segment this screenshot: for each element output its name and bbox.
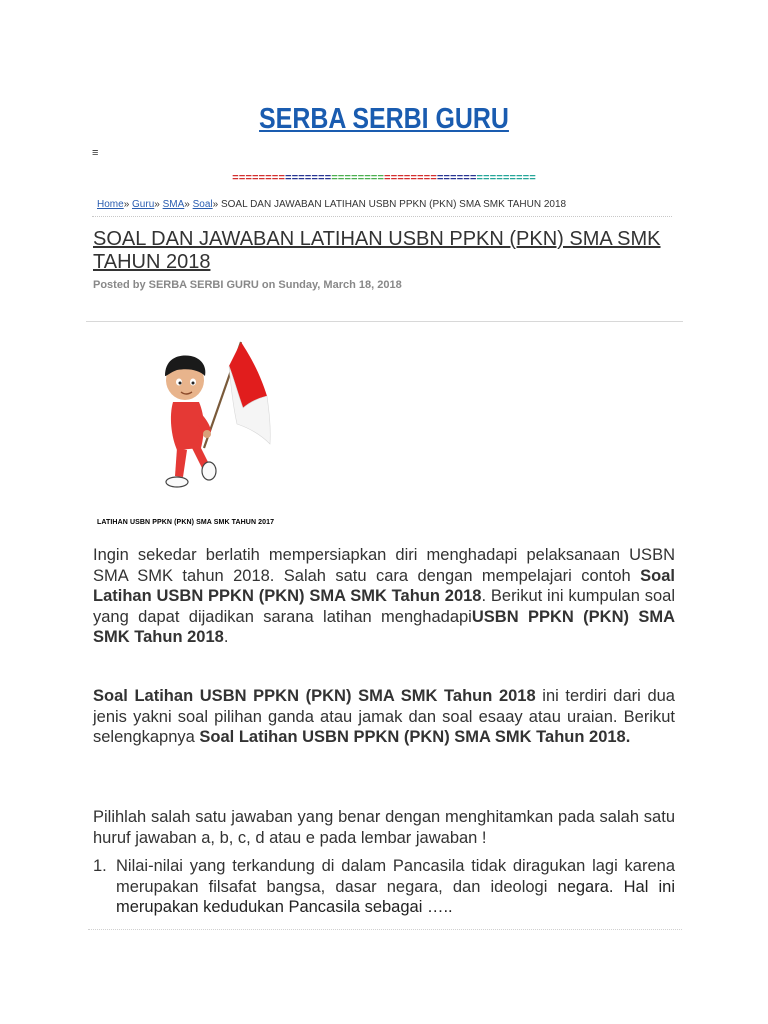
text-run: Nilai-nilai yang terkandung di dalam Pancasila tidak diragukan lagi karena merupakan filsafat bangsa, dasar negara, dan ideologi (116, 857, 675, 896)
footer-divider (88, 929, 682, 930)
divider-segment: ========= (476, 173, 536, 185)
post-title-link[interactable]: SOAL DAN JAWABAN LATIHAN USBN PPKN (PKN) SMA SMK TAHUN 2018 (93, 228, 661, 273)
instruction-paragraph: Pilihlah salah satu jawaban yang benar dengan menghitamkan pada salah satu huruf jawaban a, b, c, d atau e pada lembar jawaban ! (93, 808, 675, 847)
divider-segment: ======== (331, 173, 384, 185)
post-title[interactable] (93, 228, 683, 274)
description-paragraph (93, 686, 675, 748)
breadcrumb-separator: » (184, 199, 190, 210)
menu-icon[interactable]: ≡ (92, 147, 99, 159)
text-run: . (223, 628, 229, 646)
question-1 (93, 856, 675, 918)
bold-run: Soal Latihan USBN PPKN (PKN) SMA SMK Tahun 2018 (93, 566, 675, 605)
question-text (116, 856, 675, 918)
breadcrumb-guru[interactable]: Guru (132, 199, 155, 210)
hand (203, 430, 211, 438)
breadcrumb-divider (92, 216, 672, 217)
breadcrumb-current: SOAL DAN JAWABAN LATIHAN USBN PPKN (PKN) SMA SMK TAHUN 2018 (220, 199, 567, 210)
breadcrumb-separator: » (154, 199, 160, 210)
breadcrumb-separator: » (123, 199, 130, 210)
bold-run: Soal Latihan USBN PPKN (PKN) SMA SMK Tahun 2018 (93, 687, 536, 705)
header-divider (86, 321, 683, 322)
bold-run: Soal Latihan USBN PPKN (PKN) SMA SMK Tahun 2018. (199, 728, 631, 746)
text-run: ini terdiri dari dua jenis yakni soal pilihan ganda atau jamak dan soal esaay atau uraian. Berikut selengkapnya (93, 687, 675, 746)
breadcrumb-soal[interactable]: Soal (192, 199, 213, 210)
boy-with-flag-icon (155, 336, 280, 494)
left-leg (175, 448, 187, 477)
site-title[interactable]: SERBA SERBI GURU (259, 103, 509, 135)
right-shoe (202, 462, 216, 480)
breadcrumb-sma[interactable]: SMA (162, 199, 185, 210)
text-run: negara. Hal ini merupakan kedudukan Pancasila sebagai ….. (116, 877, 676, 916)
breadcrumb-home[interactable]: Home (97, 199, 124, 210)
breadcrumb-separator: » (212, 199, 219, 210)
text-run: . Berikut ini kumpulan soal yang dapat dijadikan sarana latihan menghadapi (93, 587, 675, 626)
divider-segment: ======== (232, 173, 285, 185)
shirt (171, 402, 204, 450)
divider-segment: ====== (436, 173, 477, 185)
divider-segment: ======= (284, 173, 332, 185)
image-caption: LATIHAN USBN PPKN (PKN) SMA SMK TAHUN 2017 (97, 519, 275, 526)
question-number: 1. (93, 857, 107, 875)
bold-run: USBN PPKN (PKN) SMA SMK Tahun 2018 (93, 607, 675, 646)
post-meta: Posted by SERBA SERBI GURU on Sunday, March 18, 2018 (93, 279, 402, 291)
color-divider (0, 173, 768, 185)
intro-paragraph (93, 545, 675, 648)
text-run: Ingin sekedar berlatih mempersiapkan diri menghadapi pelaksanaan USBN SMA SMK tahun 2018. Salah satu cara dengan mempelajari contoh (93, 546, 675, 585)
divider-segment: ======== (384, 173, 437, 185)
breadcrumb (97, 199, 566, 210)
left-shoe (166, 477, 188, 487)
